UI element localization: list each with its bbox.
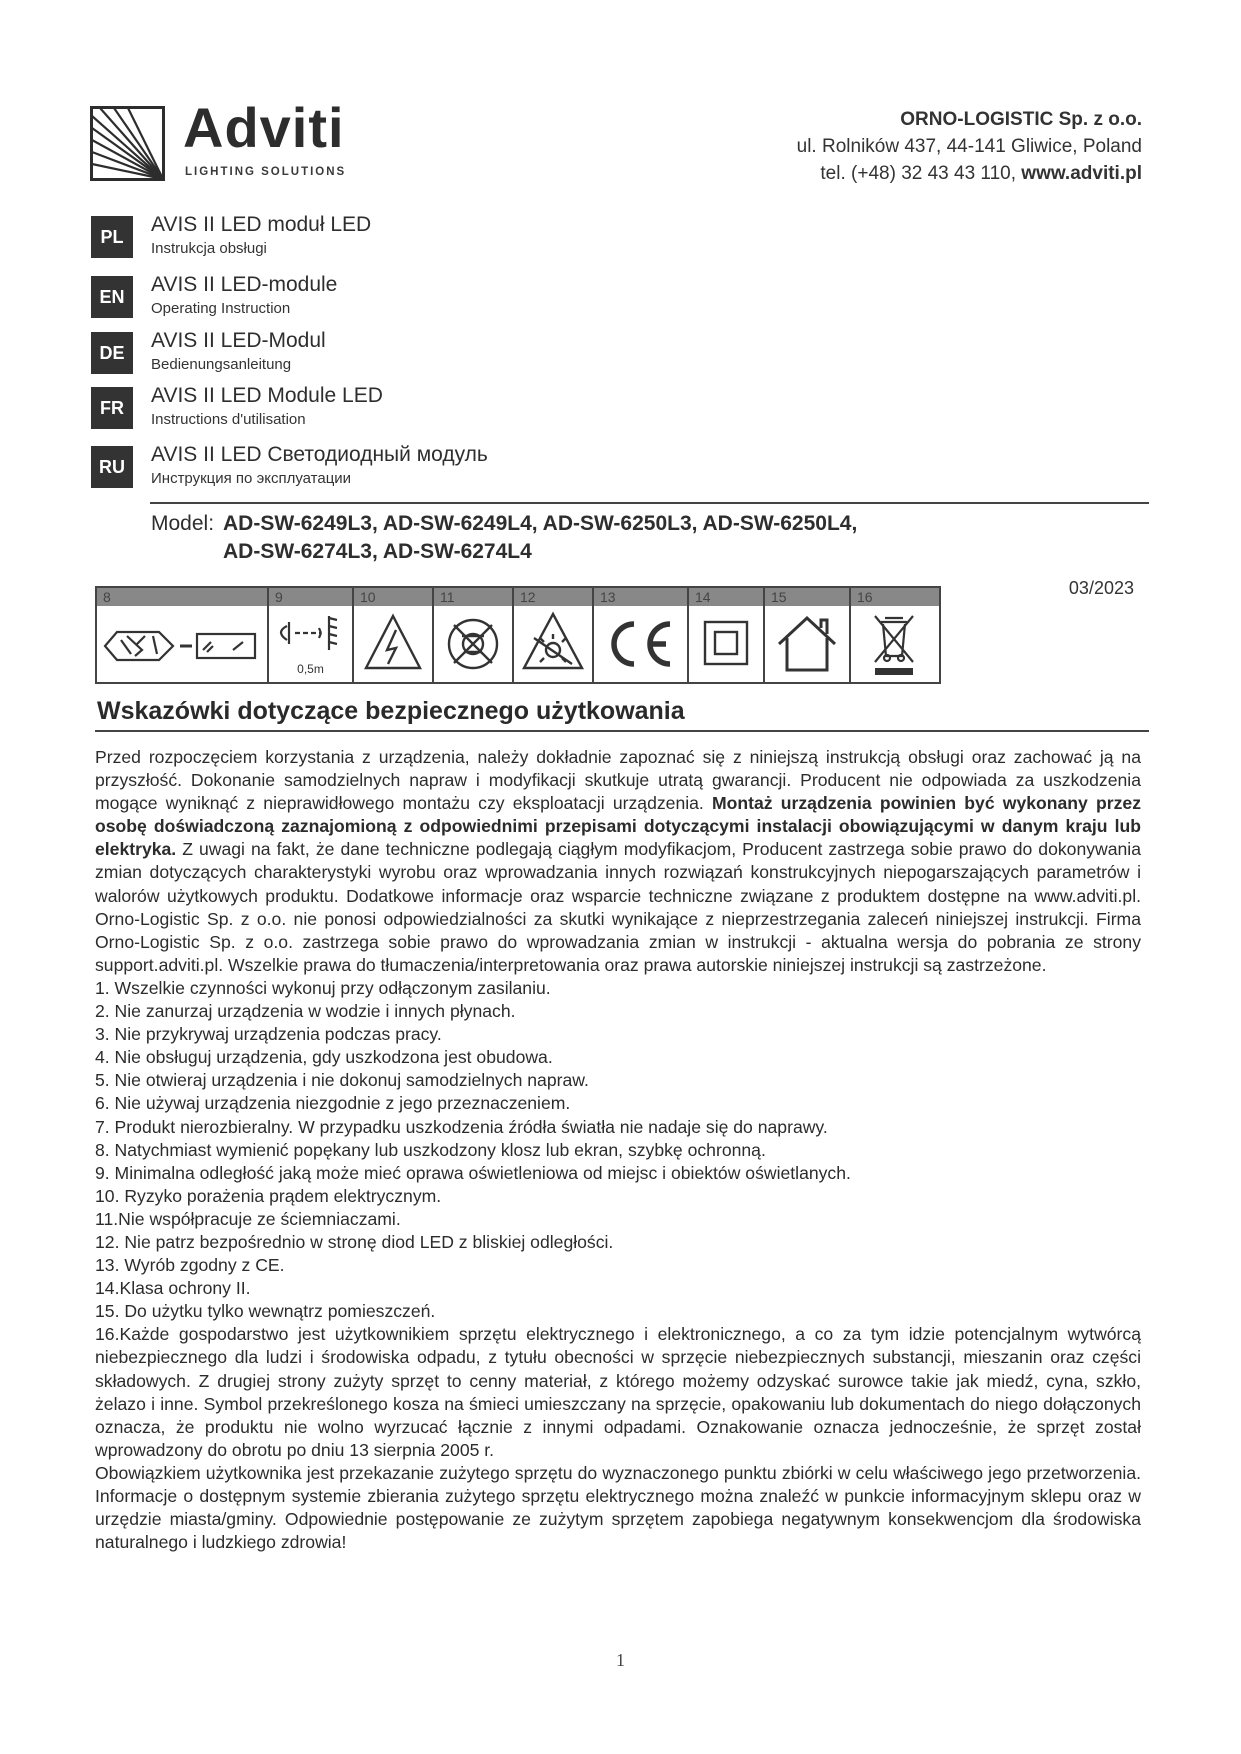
indoor-use-icon (765, 606, 849, 682)
symbol-number: 15 (765, 588, 849, 606)
adviti-logo (90, 96, 380, 184)
distance-caption: 0,5m (297, 662, 324, 676)
list-item: 14.Klasa ochrony II. (95, 1278, 251, 1299)
symbol-number: 11 (434, 588, 512, 606)
divider (150, 502, 1149, 504)
symbol-number: 14 (689, 588, 763, 606)
manual-subtitle: Инструкция по эксплуатации (151, 470, 352, 487)
symbol-cell-11 (434, 588, 514, 682)
symbol-number: 8 (97, 588, 267, 606)
company-contact (797, 160, 1142, 187)
protection-class-ii-icon (689, 606, 763, 682)
list-item: 9. Minimalna odległość jaką może mieć oprawa oświetleniowa od miejsc i obiektów oświetlanych. (95, 1162, 851, 1183)
symbol-cell-15 (765, 588, 851, 682)
company-address: ul. Rolników 437, 44-141 Gliwice, Poland (796, 136, 1142, 157)
list-item: 10. Ryzyko porażenia prądem elektrycznym. (95, 1185, 442, 1206)
symbol-cell-9 (269, 588, 354, 682)
list-item: 5. Nie otwieraj urządzenia i nie dokonuj samodzielnych napraw. (95, 1070, 589, 1091)
brand-tagline: LIGHTING SOLUTIONS (185, 166, 347, 178)
manual-subtitle: Instrukcja obsługi (151, 240, 267, 257)
intro-paragraph (95, 746, 1141, 977)
weee-bin-icon (851, 606, 937, 682)
list-item: 15. Do użytku tylko wewnątrz pomieszczeń. (95, 1301, 436, 1322)
list-item: 4. Nie obsługuj urządzenia, gdy uszkodzona jest obudowa. (95, 1047, 553, 1068)
company-name: ORNO-LOGISTIC Sp. z o.o. (900, 109, 1142, 130)
weee-paragraph: 16.Każde gospodarstwo jest użytkownikiem sprzętu elektrycznego i elektronicznego, a co za tym idzie potencjalnym wytwórcą niebezpiecznego dla ludzi i środowiska odpadu, z tytułu obecności w sprzęcie niebezpiecznych substancji, mieszanin oraz części składowych. Z drugiej strony zużyty sprzęt to cenny materiał, z którego możemy odzyskać surowce takie jak miedź, cyna, szkło, żelazo i inne. Symbol przekreślonego kosza na śmieci umieszczany na sprzęcie, opakowaniu lub dokumentach do niego dołączonych oznacza, że produktu nie wolno wyrzucać łącznie z innymi odpadami. Oznakowanie oznacza jednocześnie, że sprzęt został wprowadzony do obrotu po dniu 13 sierpnia 2005 r. (95, 1324, 1141, 1460)
manual-subtitle: Instructions d'utilisation (151, 411, 306, 428)
model-label: Model: (151, 512, 215, 535)
model-list (151, 510, 857, 566)
symbol-number: 12 (514, 588, 592, 606)
intro-bold-text: Montaż urządzenia powinien być wykonany przez osobę doświadczoną zaznajomioną z odpowiednimi przepisami dotyczącymi instalacji obowiązującymi w danym kraju lub elektryka. (95, 793, 1141, 860)
symbol-cell-12 (514, 588, 594, 682)
ce-mark-icon (594, 606, 687, 682)
list-item: 6. Nie używaj urządzenia niezgodnie z jego przeznaczeniem. (95, 1093, 571, 1114)
list-item: 8. Natychmiast wymienić popękany lub uszkodzony klosz lub ekran, szybkę ochronną. (95, 1139, 766, 1160)
language-badge: FR (91, 387, 133, 429)
intro-text: Przed rozpoczęciem korzystania z urządzenia, należy dokładnie zapoznać się z niniejszą instrukcją obsługi oraz zachować ją na przyszłość. Dokonanie samodzielnych napraw i modyfikacji skutkuje utratą gwarancji. Producent nie odpowiada za uszkodzenia mogące wyniknąć z nieprawidłowego montażu czy eksploatacji urządzenia. (95, 747, 1141, 814)
symbol-cell-10 (354, 588, 434, 682)
brand-name: Adviti (183, 96, 345, 159)
product-title: AVIS II LED Module LED (151, 384, 383, 407)
adviti-logo-mark-icon (90, 106, 165, 181)
symbols-table (95, 586, 941, 684)
symbol-cell-14 (689, 588, 765, 682)
electric-shock-warning-icon (354, 606, 432, 682)
manual-subtitle: Bedienungsanleitung (151, 356, 292, 373)
symbol-cell-13 (594, 588, 689, 682)
product-title: AVIS II LED-module (151, 273, 338, 296)
symbol-number: 9 (269, 588, 352, 606)
list-item: 3. Nie przykrywaj urządzenia podczas pracy. (95, 1024, 442, 1045)
product-title: AVIS II LED Светодиодный модуль (151, 443, 488, 466)
company-info (797, 106, 1142, 187)
closing-paragraph: Obowiązkiem użytkownika jest przekazanie zużytego sprzętu do wyznaczonego punktu zbiórki w celu właściwego jego przetworzenia. Informacje o dostępnym systemie zbierania zużytego sprzętu elektrycznego można znaleźć w punkcie informacyjnym sklepu oraz w urzędzie miasta/gminy. Odpowiednie postępowanie ze zużytym sprzętem zapobiega negatywnym konsekwencjom dla środowiska naturalnego i ludzkiego zdrowia! (95, 1462, 1141, 1553)
no-dimmer-icon (434, 606, 512, 682)
company-website: www.adviti.pl (1021, 163, 1142, 184)
do-not-stare-led-icon (514, 606, 592, 682)
product-title: AVIS II LED moduł LED (151, 213, 372, 236)
minimum-distance-icon (269, 606, 352, 666)
list-item: 2. Nie zanurzaj urządzenia w wodzie i innych płynach. (95, 1001, 516, 1022)
list-item: 1. Wszelkie czynności wykonuj przy odłączonym zasilaniu. (95, 977, 551, 998)
company-phone: tel. (+48) 32 43 43 110, (820, 163, 1017, 184)
symbol-number: 13 (594, 588, 687, 606)
symbol-cell-16 (851, 588, 939, 682)
manual-subtitle: Operating Instruction (151, 300, 291, 317)
list-item: 11.Nie współpracuje ze ściemniaczami. (95, 1208, 401, 1229)
divider (95, 730, 1149, 732)
document-date: 03/2023 (1068, 578, 1134, 598)
language-badge: PL (91, 216, 133, 258)
safety-instructions (95, 746, 1141, 1554)
symbol-number: 16 (851, 588, 939, 606)
list-item: 13. Wyrób zgodny z CE. (95, 1255, 285, 1276)
replace-cracked-glass-icon (97, 606, 267, 682)
symbol-cell-8 (97, 588, 269, 682)
language-badge: DE (91, 332, 133, 374)
language-badge: RU (91, 446, 133, 488)
product-title: AVIS II LED-Modul (151, 329, 326, 352)
intro-text-continued: Z uwagi na fakt, że dane techniczne podlegają ciągłym modyfikacjom, Producent zastrzega sobie prawo do dokonywania zmian dotyczących charakterystyki wyrobu oraz wprowadzania innych rozwiązań konstrukcyjnych niepogarszających parametrów i walorów użytkowych produktu. Dodatkowe informacje oraz wsparcie techniczne związane z produktem dostępne na www.adviti.pl. Orno-Logistic Sp. z o.o. nie ponosi odpowiedzialności za skutki wynikające z nieprzestrzegania zaleceń niniejszej instrukcji. Firma Orno-Logistic Sp. z o.o. zastrzega sobie prawo do wprowadzania zmian w instrukcji - aktualna wersja do pobrania ze strony support.adviti.pl. Wszelkie prawa do tłumaczenia/interpretowania oraz prawa autorskie niniejszej instrukcji są zastrzeżone. (95, 839, 1141, 975)
model-line-1: AD-SW-6249L3, AD-SW-6249L4, AD-SW-6250L3, AD-SW-6250L4, (223, 512, 858, 535)
page-number: 1 (616, 1650, 625, 1670)
model-line-2: AD-SW-6274L3, AD-SW-6274L4 (223, 540, 532, 563)
symbol-number: 10 (354, 588, 432, 606)
list-item: 7. Produkt nierozbieralny. W przypadku uszkodzenia źródła światła nie nadaje się do naprawy. (95, 1116, 828, 1137)
list-item: 12. Nie patrz bezpośrednio w stronę diod LED z bliskiej odległości. (95, 1231, 614, 1252)
language-badge: EN (91, 276, 133, 318)
section-title: Wskazówki dotyczące bezpiecznego użytkowania (97, 697, 685, 725)
